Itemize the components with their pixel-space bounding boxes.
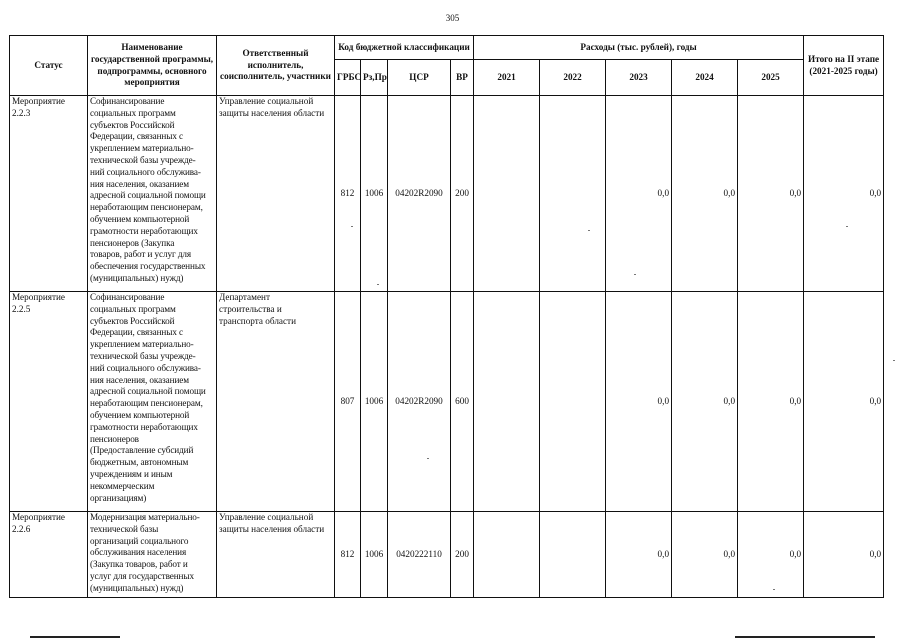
row-grbs: 807 [335,292,361,512]
row-name: Софинансирование социальных программ субъектов Российской Федерации, связанных с укреплением материально- технической базы учрежде- ний социального обслужива- ния населения, оказанием адресной социальной помощи неработающим пенсионерам, обучением компьютерной грамотности неработающих пенсионеров (Закупка товаров, работ и услуг для обеспечения государственных (муниципальных) нужд) [90,96,206,283]
row-csr: 04202R2090 [388,292,451,512]
scan-edge-mark [30,636,120,638]
row-total: 0,0 [804,96,884,292]
row-status: Мероприятие 2.2.5 [12,292,65,314]
row-rzpr: 1006 [361,292,388,512]
scan-speck [893,360,895,361]
row-name: Модернизация материально- технической базы организаций социального обслуживания населения (Закупка товаров, работ и услуг для государственных (муниципальных) нужд) [90,512,200,593]
row-vr: 200 [451,96,474,292]
row-2023: 0,0 [606,96,672,292]
row-status: Мероприятие 2.2.6 [12,512,65,534]
header-name: Наименование государственной программы, подпрограммы, основного мероприятия [88,36,217,96]
header-vr: ВР [451,60,474,96]
scan-speck [634,274,636,275]
row-2021 [474,512,540,598]
header-expenses: Расходы (тыс. рублей), годы [474,36,804,60]
header-year-2023: 2023 [606,60,672,96]
row-responsible: Департамент строительства и транспорта области [219,292,296,326]
header-year-2021: 2021 [474,60,540,96]
row-rzpr: 1006 [361,96,388,292]
row-2021 [474,292,540,512]
row-name: Софинансирование социальных программ субъектов Российской Федерации, связанных с укреплением материально- технической базы учрежде- ний социального обслужива- ния населения, оказанием адресной социальной помощи неработающим пенсионерам, обучением компьютерной грамотности неработающих пенсионеров (Предоставление субсидий бюджетным, автономным учреждениям и иным некоммерческим организациям) [90,292,206,503]
row-grbs: 812 [335,96,361,292]
row-vr: 600 [451,292,474,512]
row-csr: 0420222110 [388,512,451,598]
header-grbs: ГРБС [335,60,361,96]
row-2024: 0,0 [672,96,738,292]
row-2022 [540,292,606,512]
row-responsible: Управление социальной защиты населения области [219,96,325,118]
row-total: 0,0 [804,292,884,512]
header-responsible: Ответственный исполнитель, соисполнитель, участники [217,36,335,96]
table-row [10,512,884,598]
row-2025: 0,0 [738,96,804,292]
row-responsible: Управление социальной защиты населения области [219,512,325,534]
header-rzpr: Рз,Пр [361,60,388,96]
row-grbs: 812 [335,512,361,598]
budget-table [9,35,884,598]
scan-speck [377,284,379,285]
row-2021 [474,96,540,292]
header-budget-code: Код бюджетной классификации [335,36,474,60]
row-2023: 0,0 [606,292,672,512]
header-total: Итого на II этапе (2021-2025 годы) [804,36,884,96]
row-total: 0,0 [804,512,884,598]
row-2025: 0,0 [738,512,804,598]
scan-speck [427,458,429,459]
row-2024: 0,0 [672,512,738,598]
header-year-2024: 2024 [672,60,738,96]
row-csr: 04202R2090 [388,96,451,292]
table-row [10,292,884,512]
row-2024: 0,0 [672,292,738,512]
header-csr: ЦСР [388,60,451,96]
row-status: Мероприятие 2.2.3 [12,96,65,118]
header-year-2022: 2022 [540,60,606,96]
row-2022 [540,512,606,598]
row-2022 [540,96,606,292]
header-year-2025: 2025 [738,60,804,96]
scan-speck [351,226,353,227]
scan-speck [773,589,775,590]
row-vr: 200 [451,512,474,598]
row-rzpr: 1006 [361,512,388,598]
scan-speck [588,230,590,231]
header-status: Статус [10,36,88,96]
row-2023: 0,0 [606,512,672,598]
scan-speck [846,226,848,227]
row-2025: 0,0 [738,292,804,512]
table-row [10,96,884,292]
scan-edge-mark [735,636,875,638]
page-number: 305 [445,13,460,23]
